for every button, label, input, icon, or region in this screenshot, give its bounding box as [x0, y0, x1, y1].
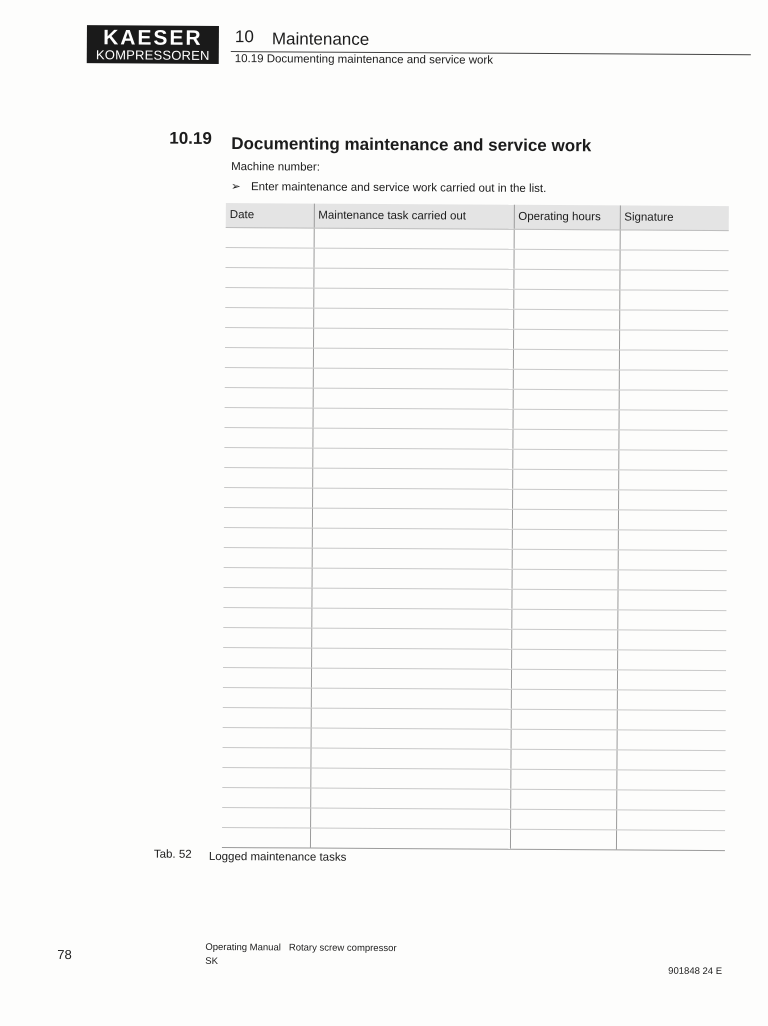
cell-date[interactable] — [224, 428, 312, 449]
cell-operating-hours[interactable] — [513, 249, 619, 270]
cell-operating-hours[interactable] — [511, 729, 617, 750]
table-row — [222, 828, 725, 851]
cell-date[interactable] — [224, 448, 312, 469]
cell-signature[interactable] — [618, 450, 727, 471]
cell-date[interactable] — [226, 228, 314, 249]
cell-date[interactable] — [224, 568, 312, 589]
cell-date[interactable] — [222, 808, 310, 829]
cell-signature[interactable] — [618, 510, 727, 531]
table-body — [222, 228, 729, 851]
cell-date[interactable] — [224, 468, 312, 489]
cell-operating-hours[interactable] — [512, 449, 618, 470]
cell-task[interactable] — [311, 728, 511, 749]
cell-signature[interactable] — [619, 310, 728, 331]
cell-signature[interactable] — [616, 770, 725, 791]
cell-operating-hours[interactable] — [513, 309, 619, 330]
cell-date[interactable] — [224, 548, 312, 569]
cell-operating-hours[interactable] — [510, 749, 616, 770]
cell-task[interactable] — [312, 448, 512, 469]
cell-signature[interactable] — [619, 290, 728, 311]
footer-document-info — [205, 941, 404, 970]
cell-signature[interactable] — [618, 490, 727, 511]
cell-date[interactable] — [225, 308, 313, 329]
logo-top-text: KAESER — [103, 26, 203, 50]
cell-operating-hours[interactable] — [510, 829, 616, 850]
cell-task[interactable] — [310, 748, 510, 769]
cell-date[interactable] — [225, 408, 313, 429]
cell-task[interactable] — [310, 768, 510, 789]
footer-document-code: 901848 24 E — [668, 965, 723, 978]
kaeser-logo — [87, 25, 219, 64]
cell-task[interactable] — [312, 488, 512, 509]
cell-signature[interactable] — [618, 550, 727, 571]
cell-operating-hours[interactable] — [514, 229, 620, 250]
machine-number-label: Machine number: — [231, 161, 320, 174]
cell-signature[interactable] — [617, 610, 726, 631]
instruction — [231, 179, 546, 195]
cell-signature[interactable] — [619, 390, 728, 411]
cell-signature[interactable] — [616, 810, 725, 831]
cell-date[interactable] — [224, 508, 312, 529]
table-header-row — [226, 203, 729, 231]
cell-date[interactable] — [225, 248, 313, 269]
cell-operating-hours[interactable] — [512, 489, 618, 510]
cell-signature[interactable] — [617, 710, 726, 731]
logo-bottom-text: KOMPRESSOREN — [95, 47, 210, 63]
cell-task[interactable] — [312, 468, 512, 489]
cell-operating-hours[interactable] — [512, 509, 618, 530]
cell-signature[interactable] — [619, 350, 728, 371]
cell-task[interactable] — [310, 808, 510, 829]
cell-signature[interactable] — [619, 410, 728, 431]
cell-signature[interactable] — [619, 370, 728, 391]
cell-date[interactable] — [225, 268, 313, 289]
cell-task[interactable] — [311, 628, 511, 649]
column-header-signature: Signature — [620, 205, 729, 230]
cell-signature[interactable] — [619, 270, 728, 291]
column-header-task: Maintenance task carried out — [314, 204, 514, 230]
table-caption-text: Logged maintenance tasks — [208, 850, 347, 864]
cell-task[interactable] — [314, 228, 514, 249]
cell-date[interactable] — [223, 608, 311, 629]
cell-signature[interactable] — [617, 670, 726, 691]
cell-task[interactable] — [310, 788, 510, 809]
cell-operating-hours[interactable] — [512, 469, 618, 490]
cell-operating-hours[interactable] — [513, 329, 619, 350]
cell-signature[interactable] — [616, 830, 725, 851]
cell-task[interactable] — [313, 268, 513, 289]
cell-task[interactable] — [313, 408, 513, 429]
chapter-number: 10 — [234, 27, 254, 47]
cell-date[interactable] — [223, 668, 311, 689]
cell-task[interactable] — [312, 568, 512, 589]
cell-task[interactable] — [311, 588, 511, 609]
cell-task[interactable] — [311, 688, 511, 709]
cell-signature[interactable] — [618, 430, 727, 451]
cell-signature[interactable] — [617, 690, 726, 711]
cell-operating-hours[interactable] — [511, 609, 617, 630]
cell-date[interactable] — [223, 588, 311, 609]
instruction-arrow-icon: ➢ — [230, 181, 241, 194]
cell-operating-hours[interactable] — [512, 529, 618, 550]
cell-date[interactable] — [225, 368, 313, 389]
cell-task[interactable] — [311, 708, 511, 729]
cell-signature[interactable] — [616, 790, 725, 811]
footer-doc-type: Operating Manual — [205, 941, 281, 954]
cell-task[interactable] — [310, 828, 510, 849]
cell-task[interactable] — [312, 428, 512, 449]
cell-signature[interactable] — [618, 470, 727, 491]
cell-task[interactable] — [313, 348, 513, 369]
cell-signature[interactable] — [617, 730, 726, 751]
cell-operating-hours[interactable] — [513, 269, 619, 290]
cell-task[interactable] — [313, 308, 513, 329]
cell-operating-hours[interactable] — [511, 589, 617, 610]
table-caption-number: Tab. 52 — [153, 848, 192, 861]
cell-operating-hours[interactable] — [511, 649, 617, 670]
cell-task[interactable] — [311, 608, 511, 629]
cell-operating-hours[interactable] — [511, 669, 617, 690]
cell-signature[interactable] — [619, 250, 728, 271]
cell-operating-hours[interactable] — [511, 629, 617, 650]
cell-operating-hours[interactable] — [513, 409, 619, 430]
cell-operating-hours[interactable] — [510, 809, 616, 830]
cell-date[interactable] — [223, 628, 311, 649]
cell-signature[interactable] — [618, 570, 727, 591]
chapter-title: Maintenance — [271, 29, 370, 49]
section-number: 10.19 — [169, 128, 212, 148]
cell-task[interactable] — [312, 508, 512, 529]
cell-date[interactable] — [225, 328, 313, 349]
instruction-text: Enter maintenance and service work carried out in the list. — [250, 181, 547, 195]
cell-date[interactable] — [225, 388, 313, 409]
cell-operating-hours[interactable] — [513, 349, 619, 370]
cell-operating-hours[interactable] — [512, 549, 618, 570]
cell-signature[interactable] — [617, 630, 726, 651]
cell-signature[interactable] — [618, 530, 727, 551]
cell-operating-hours[interactable] — [510, 769, 616, 790]
cell-task[interactable] — [311, 668, 511, 689]
cell-date[interactable] — [225, 348, 313, 369]
cell-task[interactable] — [311, 648, 511, 669]
cell-task[interactable] — [313, 328, 513, 349]
cell-date[interactable] — [222, 828, 310, 849]
cell-task[interactable] — [313, 368, 513, 389]
cell-date[interactable] — [223, 728, 311, 749]
cell-operating-hours[interactable] — [511, 709, 617, 730]
cell-date[interactable] — [224, 528, 312, 549]
cell-signature[interactable] — [617, 650, 726, 671]
cell-operating-hours[interactable] — [511, 689, 617, 710]
cell-operating-hours[interactable] — [510, 789, 616, 810]
cell-signature[interactable] — [616, 750, 725, 771]
cell-task[interactable] — [312, 548, 512, 569]
footer-product: Rotary screw compressor — [288, 942, 397, 955]
cell-task[interactable] — [313, 288, 513, 309]
cell-operating-hours[interactable] — [512, 429, 618, 450]
footer-model: SK — [205, 955, 218, 967]
cell-operating-hours[interactable] — [513, 369, 619, 390]
cell-date[interactable] — [223, 708, 311, 729]
cell-signature[interactable] — [620, 230, 729, 251]
maintenance-log-table — [222, 203, 729, 851]
cell-signature[interactable] — [619, 330, 728, 351]
cell-task[interactable] — [312, 528, 512, 549]
cell-date[interactable] — [223, 688, 311, 709]
cell-date[interactable] — [225, 288, 313, 309]
cell-operating-hours[interactable] — [512, 569, 618, 590]
cell-operating-hours[interactable] — [513, 389, 619, 410]
cell-date[interactable] — [224, 488, 312, 509]
cell-operating-hours[interactable] — [513, 289, 619, 310]
page-number: 78 — [57, 947, 72, 963]
column-header-date: Date — [226, 203, 314, 228]
cell-signature[interactable] — [617, 590, 726, 611]
subsection-header: 10.19 Documenting maintenance and service work — [234, 53, 494, 67]
cell-date[interactable] — [222, 748, 310, 769]
section-title: Documenting maintenance and service work — [231, 134, 592, 156]
cell-date[interactable] — [222, 768, 310, 789]
cell-date[interactable] — [222, 788, 310, 809]
cell-date[interactable] — [223, 648, 311, 669]
column-header-operating-hours: Operating hours — [514, 205, 620, 230]
cell-task[interactable] — [313, 248, 513, 269]
cell-task[interactable] — [313, 388, 513, 409]
